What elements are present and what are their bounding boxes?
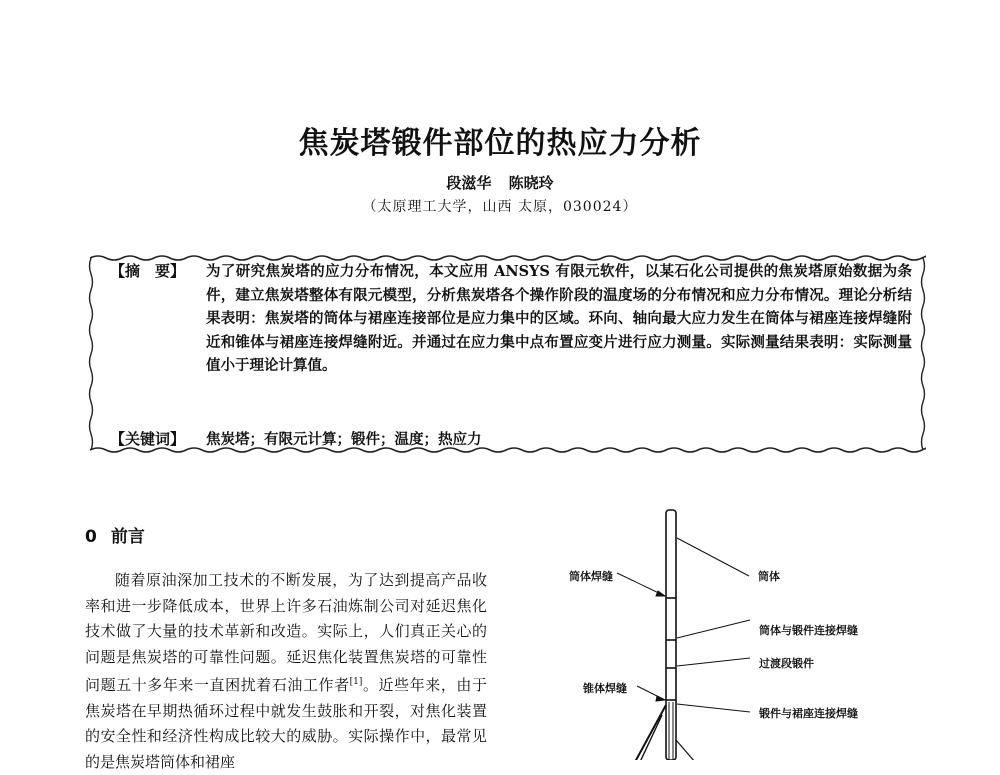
abstract-label: 【摘 要】 — [110, 262, 186, 280]
coke-drum-diagram — [555, 500, 955, 760]
skirt-left-outer — [635, 705, 666, 760]
skirt-left-inner — [640, 715, 662, 760]
leader-shell-forging-weld — [677, 620, 750, 638]
intro-paragraph — [85, 568, 487, 775]
section-title: 前言 — [110, 527, 145, 547]
section-number: 0 — [85, 527, 97, 547]
abstract-text: 为了研究焦炭塔的应力分布情况，本文应用 ANSYS 有限元软件，以某石化公司提供的焦炭塔原始数据为条件，建立焦炭塔整体有限元模型，分析焦炭塔各个操作阶段的温度场的分布情况和应力分布情况。理论分析结果表明：焦炭塔的筒体与裙座连接部位是应力集中的区域。环向、轴向最大应力发生在筒体与裙座连接焊缝附近和锥体与裙座连接焊缝附近。并通过在应力集中点布置应变片进行应力测量。实际测量结果表明：实际测量值小于理论计算值。 — [206, 263, 912, 374]
drum-shell — [666, 510, 676, 760]
label-cone-weld: 锥体焊缝 — [583, 682, 627, 695]
skirt-right — [676, 740, 695, 760]
intro-text-part2: 。近些年来，由于焦炭塔在早期热循环过程中就发生鼓胀和开裂，对焦化装置的安全性和经济性构成比较大的威胁。实际操作中，最常见的是焦炭塔筒体和裙座 — [85, 676, 487, 771]
keywords-text: 焦炭塔；有限元计算；锻件；温度；热应力 — [206, 431, 482, 448]
coke-drum-figure — [555, 500, 955, 760]
label-shell: 筒体 — [758, 570, 780, 583]
leader-shell — [677, 538, 749, 576]
abstract-box — [88, 254, 926, 454]
leader-transition-forging — [677, 658, 750, 666]
label-shell-weld: 筒体焊缝 — [569, 570, 613, 583]
affiliation: （太原理工大学，山西 太原，030024） — [362, 199, 638, 215]
reference-mark[interactable]: [1] — [349, 677, 363, 687]
authors: 段滋华 陈晓玲 — [446, 174, 554, 192]
label-shell-forging-weld: 筒体与锻件连接焊缝 — [759, 624, 858, 637]
keywords-label: 【关键词】 — [110, 430, 186, 448]
intro-text-part1: 随着原油深加工技术的不断发展，为了达到提高产品收率和进一步降低成本，世界上许多石油炼制公司对延迟焦化技术做了大量的技术革新和改造。实际上，人们真正关心的问题是焦炭塔的可靠性问题。延迟焦化装置焦炭塔的可靠性问题五十多年来一直困扰着石油工作者 — [85, 571, 487, 694]
leader-forging-skirt-weld — [677, 704, 750, 712]
paper-title: 焦炭塔锻件部位的热应力分析 — [298, 126, 702, 161]
section-heading — [85, 522, 145, 547]
label-forging-skirt-weld: 锻件与裙座连接焊缝 — [759, 707, 858, 720]
label-transition-forging: 过渡段锻件 — [759, 657, 814, 670]
